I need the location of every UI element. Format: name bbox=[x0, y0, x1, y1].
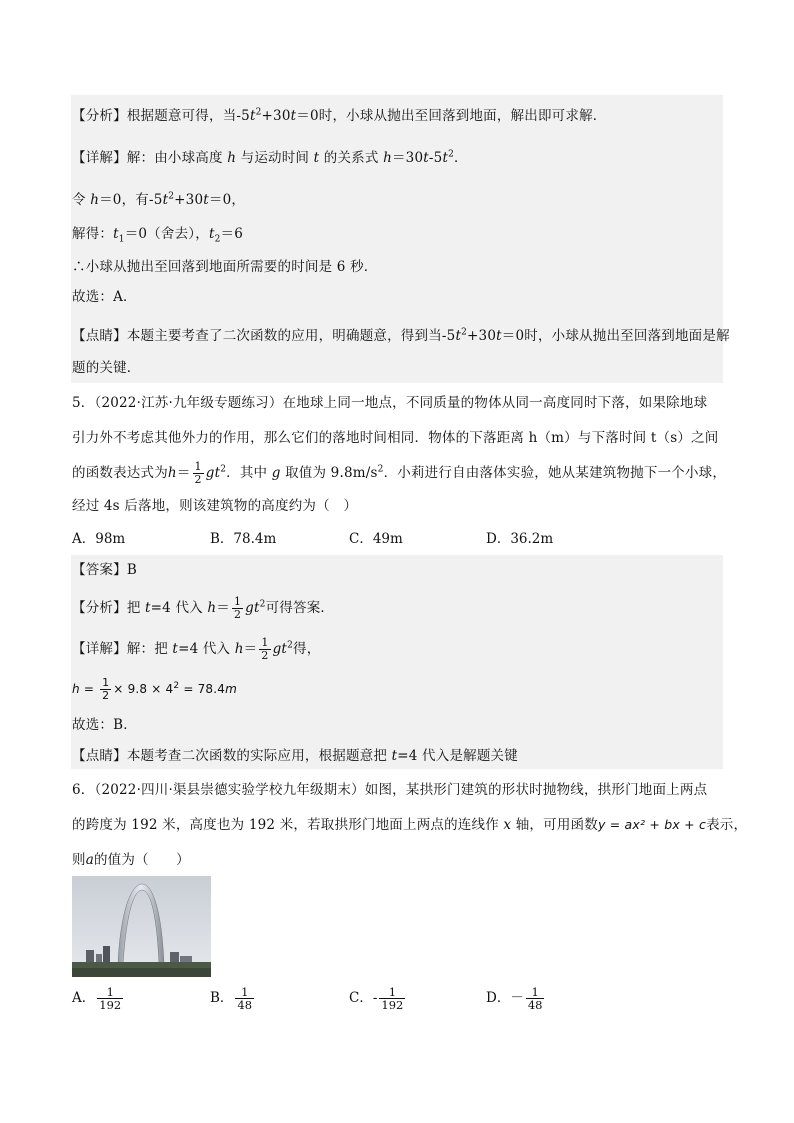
fraction-1-48: $\frac{1}{48}$ bbox=[527, 985, 543, 1012]
comment-line-1: 【点睛】本题主要考查了二次函数的应用，明确题意，得到当$-5t^2+30t=0$时，小球从抛出至回落到地面是解 bbox=[72, 327, 730, 344]
q6-option-d: D．－ $\frac{1}{48}$ bbox=[486, 985, 543, 1012]
arch-photo bbox=[72, 876, 211, 977]
analysis-line: 【分析】根据题意可得，当$-5t^2+30t=0$时，小球从抛出至回落到地面，解出即可求解． bbox=[72, 107, 607, 124]
calc-line: h = $\frac{1}{2}$ × $9.8 \times 4^2 = 78.4m$ bbox=[72, 676, 238, 702]
comment-line-3: 【点睛】本题考查二次函数的实际应用，根据题意把 t=4 代入是解题关键 bbox=[72, 748, 518, 764]
q6-option-c: C．- $\frac{1}{192}$ bbox=[349, 985, 404, 1012]
fraction-half: $\frac{1}{2}$ bbox=[102, 676, 110, 702]
fraction-half: $\frac{1}{2}$ bbox=[261, 636, 269, 662]
q5-line-1: 5．（2022·江苏·九年级专题练习）在地球上同一地点，不同质量的物体从同一高度同时下落，如果除地球 bbox=[72, 395, 708, 411]
comment-line-2: 题的关键． bbox=[72, 360, 141, 376]
fraction-half: $\frac{1}{2}$ bbox=[233, 595, 242, 621]
fraction-1-48: $\frac{1}{48}$ bbox=[237, 985, 253, 1012]
q5-option-a: A．98m bbox=[72, 531, 126, 547]
q6-line-1: 6．（2022·四川·渠县崇德实验学校九年级期末）如图，某拱形门建筑的形状时抛物线，拱形门地面上两点 bbox=[72, 782, 708, 798]
therefore-line: ∴小球从抛出至回落到地面所需要的时间是 6 秒． bbox=[72, 259, 378, 275]
q5-line-3: 的函数表达式为h＝ $\frac{1}{2}$ $gt^2$．其中 g 取值为 $9.8m/s^2$．小莉进行自由落体实验，她从某建筑物抛下一个小球， bbox=[72, 460, 727, 486]
q6-line-3: 则a的值为（ ） bbox=[72, 852, 190, 868]
q5-line-4: 经过 4s 后落地，则该建筑物的高度约为（ ） bbox=[72, 498, 358, 514]
q5-option-b: B．78.4m bbox=[210, 531, 277, 547]
q5-line-2: 引力外不考虑其他外力的作用，那么它们的落地时间相同．物体的下落距离 h（m）与下落时间 t（s）之间 bbox=[72, 430, 719, 446]
q5-option-d: D．36.2m bbox=[486, 531, 554, 547]
choice-line: 故选：A． bbox=[72, 289, 137, 305]
solution-block-2-bg bbox=[71, 555, 723, 769]
fraction-1-192: $\frac{1}{192}$ bbox=[381, 985, 404, 1012]
fraction-1-192: $\frac{1}{192}$ bbox=[99, 985, 122, 1012]
q5-option-c: C．49m bbox=[349, 531, 403, 547]
q6-option-a: A． $\frac{1}{192}$ bbox=[72, 985, 122, 1012]
solve-line: 解得：$t_1=0$（舍去），$t_2=6$ bbox=[72, 226, 244, 245]
let-line: 令 h＝0，有$-5t^2+30t=0$， bbox=[72, 191, 246, 208]
q6-line-2: 的跨度为 192 米，高度也为 192 米，若取拱形门地面上两点的连线作 x 轴，可用函数y = ax² + bx + c表示， bbox=[72, 817, 748, 833]
q6-option-b: B． $\frac{1}{48}$ bbox=[210, 985, 253, 1012]
fraction-half: $\frac{1}{2}$ bbox=[194, 460, 202, 486]
detail-line: 【详解】解：由小球高度 h 与运动时间 t 的关系式 $h=30t-5t^2$． bbox=[72, 149, 468, 166]
answer-line: 【答案】B bbox=[72, 562, 137, 578]
analysis-line-2: 【分析】把 t=4 代入 h＝ $\frac{1}{2}$ $gt^2$可得答案． bbox=[72, 595, 335, 621]
choice-line-2: 故选：B． bbox=[72, 717, 137, 733]
detail-line-2: 【详解】解：把 t=4 代入 h＝ $\frac{1}{2}$ $gt^2$得， bbox=[72, 636, 321, 662]
